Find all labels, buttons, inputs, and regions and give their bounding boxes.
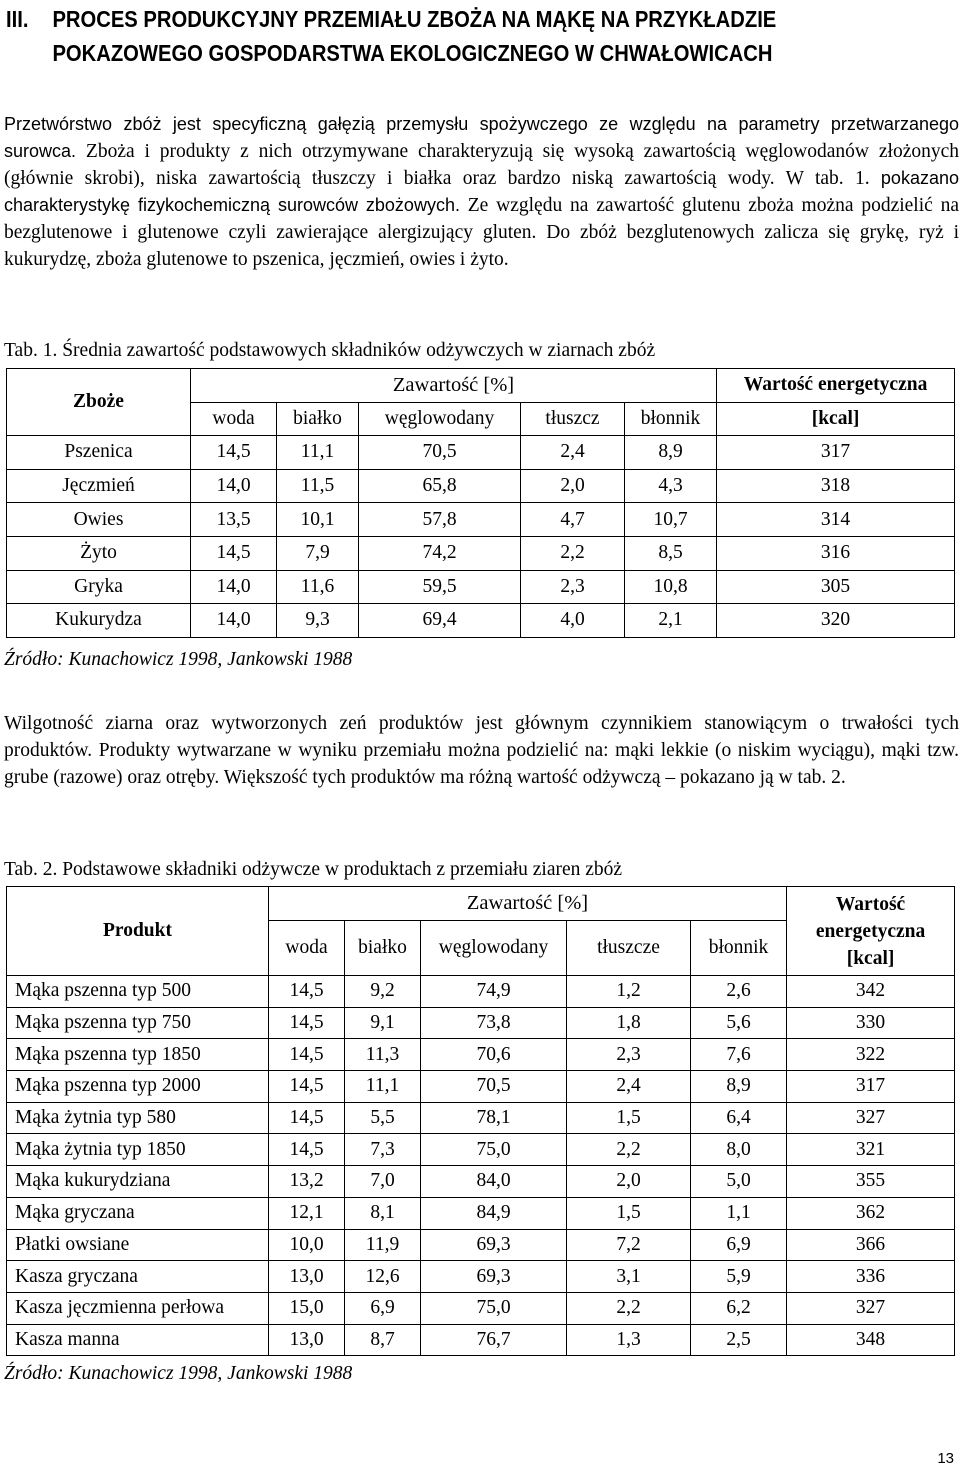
intro-sentence-2: Zboża i produkty z nich otrzymywane charakteryzują się wysoką zawartością węglowodanów złożonych (głównie skrobi), niska zawartością tłuszczy i białka oraz bardzo niską zawartością wody. W tab. 1. xyxy=(4,141,960,189)
value-cell: 317 xyxy=(717,436,955,470)
value-cell: 10,0 xyxy=(269,1229,345,1261)
table-row xyxy=(7,1166,955,1198)
value-cell: 7,0 xyxy=(345,1166,421,1198)
row-label-cell: Mąka pszenna typ 750 xyxy=(7,1007,269,1039)
table1-header-grain: Zboże xyxy=(7,369,191,436)
table1-source: Źródło: Kunachowicz 1998, Jankowski 1988 xyxy=(4,649,353,670)
table1-subheader-carbs: węglowodany xyxy=(359,402,521,436)
table1-header-energy-unit: [kcal] xyxy=(717,402,955,436)
value-cell: 10,8 xyxy=(625,570,717,604)
value-cell: 320 xyxy=(717,604,955,638)
value-cell: 2,2 xyxy=(567,1134,691,1166)
value-cell: 8,5 xyxy=(625,536,717,570)
value-cell: 14,5 xyxy=(269,1039,345,1071)
table1-subheader-water: woda xyxy=(191,402,277,436)
value-cell: 318 xyxy=(717,469,955,503)
row-label-cell: Mąka kukurydziana xyxy=(7,1166,269,1198)
row-label-cell: Jęczmień xyxy=(7,469,191,503)
table2-header-content: Zawartość [%] xyxy=(269,887,787,921)
value-cell: 13,0 xyxy=(269,1324,345,1356)
row-label-cell: Kasza manna xyxy=(7,1324,269,1356)
value-cell: 14,5 xyxy=(269,1071,345,1103)
row-label-cell: Mąka pszenna typ 1850 xyxy=(7,1039,269,1071)
value-cell: 59,5 xyxy=(359,570,521,604)
value-cell: 336 xyxy=(787,1261,955,1293)
value-cell: 70,6 xyxy=(421,1039,567,1071)
value-cell: 5,0 xyxy=(691,1166,787,1198)
table1-header-content: Zawartość [%] xyxy=(191,369,717,403)
value-cell: 1,5 xyxy=(567,1197,691,1229)
table2-source: Źródło: Kunachowicz 1998, Jankowski 1988 xyxy=(4,1363,353,1384)
intro-paragraph xyxy=(4,111,959,273)
row-label-cell: Mąka żytnia typ 1850 xyxy=(7,1134,269,1166)
heading-line-1: PROCES PRODUKCYJNY PRZEMIAŁU ZBOŻA NA MĄKĘ NA PRZYKŁADZIE xyxy=(52,6,777,32)
intro-sentence-4: Ze względu na zawartość glutenu zboża można podzielić na bezglutenowe i glutenowe czyli zawierające alergizujący gluten. xyxy=(4,195,959,243)
table2-energy-line-2: energetyczna xyxy=(815,920,926,942)
value-cell: 14,0 xyxy=(191,604,277,638)
table2-product-nutrients xyxy=(6,886,955,1356)
value-cell: 366 xyxy=(787,1229,955,1261)
value-cell: 2,5 xyxy=(691,1324,787,1356)
table2-subheader-fat: tłuszcze xyxy=(567,921,691,976)
table-row xyxy=(7,570,955,604)
table-row xyxy=(7,1039,955,1071)
value-cell: 327 xyxy=(787,1292,955,1324)
value-cell: 5,9 xyxy=(691,1261,787,1293)
value-cell: 11,9 xyxy=(345,1229,421,1261)
value-cell: 6,2 xyxy=(691,1292,787,1324)
row-label-cell: Mąka żytnia typ 580 xyxy=(7,1102,269,1134)
section-heading xyxy=(6,2,821,70)
value-cell: 316 xyxy=(717,536,955,570)
value-cell: 15,0 xyxy=(269,1292,345,1324)
intro-sentence-3: pokazano charakterystykę fizykochemiczną surowców zbożowych. xyxy=(4,168,959,215)
value-cell: 2,3 xyxy=(567,1039,691,1071)
row-label-cell: Kasza jęczmienna perłowa xyxy=(7,1292,269,1324)
value-cell: 342 xyxy=(787,976,955,1008)
value-cell: 7,6 xyxy=(691,1039,787,1071)
value-cell: 1,2 xyxy=(567,976,691,1008)
value-cell: 8,9 xyxy=(691,1071,787,1103)
value-cell: 1,3 xyxy=(567,1324,691,1356)
value-cell: 6,4 xyxy=(691,1102,787,1134)
table2-subheader-water: woda xyxy=(269,921,345,976)
value-cell: 9,1 xyxy=(345,1007,421,1039)
row-label-cell: Kukurydza xyxy=(7,604,191,638)
value-cell: 2,4 xyxy=(521,436,625,470)
value-cell: 8,7 xyxy=(345,1324,421,1356)
value-cell: 65,8 xyxy=(359,469,521,503)
value-cell: 74,9 xyxy=(421,976,567,1008)
value-cell: 70,5 xyxy=(421,1071,567,1103)
value-cell: 13,5 xyxy=(191,503,277,537)
moisture-paragraph: Wilgotność ziarna oraz wytworzonych zeń produktów jest głównym czynnikiem stanowiącym o trwałości tych produktów. Produkty wytwarzane w wyniku przemiału można podzielić na: mąki lekkie (o niskim wyciągu), mąki tzw. grube (razowe) oraz otręby. Większość tych produktów ma różną wartość odżywczą – pokazano ją w tab. 2. xyxy=(4,713,959,788)
value-cell: 78,1 xyxy=(421,1102,567,1134)
table-row xyxy=(7,976,955,1008)
row-label-cell: Żyto xyxy=(7,536,191,570)
value-cell: 1,5 xyxy=(567,1102,691,1134)
value-cell: 14,5 xyxy=(191,536,277,570)
value-cell: 76,7 xyxy=(421,1324,567,1356)
value-cell: 14,5 xyxy=(269,976,345,1008)
value-cell: 4,7 xyxy=(521,503,625,537)
value-cell: 327 xyxy=(787,1102,955,1134)
value-cell: 70,5 xyxy=(359,436,521,470)
value-cell: 317 xyxy=(787,1071,955,1103)
table-row xyxy=(7,1229,955,1261)
table-row xyxy=(7,503,955,537)
table2-subheader-protein: białko xyxy=(345,921,421,976)
table2-header-product: Produkt xyxy=(7,887,269,976)
row-label-cell: Płatki owsiane xyxy=(7,1229,269,1261)
value-cell: 8,1 xyxy=(345,1197,421,1229)
value-cell: 2,2 xyxy=(567,1292,691,1324)
value-cell: 4,3 xyxy=(625,469,717,503)
value-cell: 8,0 xyxy=(691,1134,787,1166)
value-cell: 4,0 xyxy=(521,604,625,638)
table1-header-energy: Wartość energetyczna xyxy=(717,369,955,403)
value-cell: 14,5 xyxy=(269,1007,345,1039)
value-cell: 84,9 xyxy=(421,1197,567,1229)
value-cell: 2,4 xyxy=(567,1071,691,1103)
value-cell: 3,1 xyxy=(567,1261,691,1293)
row-label-cell: Gryka xyxy=(7,570,191,604)
value-cell: 73,8 xyxy=(421,1007,567,1039)
value-cell: 12,1 xyxy=(269,1197,345,1229)
table-row xyxy=(7,1007,955,1039)
value-cell: 75,0 xyxy=(421,1134,567,1166)
table1-caption: Tab. 1. Średnia zawartość podstawowych składników odżywczych w ziarnach zbóż xyxy=(4,340,656,361)
value-cell: 2,6 xyxy=(691,976,787,1008)
table2-header-energy xyxy=(787,887,955,976)
table-row xyxy=(7,1261,955,1293)
table2-body xyxy=(7,976,955,1356)
intro-sentence-5: Do zbóż bezglutenowych zalicza się grykę, ryż i kukurydzę, zboża glutenowe to pszenica, jęczmień, owies i żyto. xyxy=(4,222,960,270)
value-cell: 11,6 xyxy=(277,570,359,604)
page-number: 13 xyxy=(937,1450,954,1467)
value-cell: 13,2 xyxy=(269,1166,345,1198)
table-row xyxy=(7,436,955,470)
value-cell: 11,3 xyxy=(345,1039,421,1071)
section-number: III. xyxy=(6,6,29,32)
table-row xyxy=(7,536,955,570)
table1-subheader-fat: tłuszcz xyxy=(521,402,625,436)
value-cell: 2,0 xyxy=(567,1166,691,1198)
heading-line-2: POKAZOWEGO GOSPODARSTWA EKOLOGICZNEGO W CHWAŁOWICACH xyxy=(52,40,773,66)
table2-subheader-fiber: błonnik xyxy=(691,921,787,976)
value-cell: 11,5 xyxy=(277,469,359,503)
value-cell: 8,9 xyxy=(625,436,717,470)
value-cell: 10,7 xyxy=(625,503,717,537)
table1-subheader-fiber: błonnik xyxy=(625,402,717,436)
table-row xyxy=(7,1197,955,1229)
value-cell: 11,1 xyxy=(277,436,359,470)
value-cell: 305 xyxy=(717,570,955,604)
table-row xyxy=(7,1071,955,1103)
value-cell: 6,9 xyxy=(345,1292,421,1324)
table-row xyxy=(7,1292,955,1324)
table-row xyxy=(7,604,955,638)
value-cell: 14,0 xyxy=(191,469,277,503)
table-row xyxy=(7,1324,955,1356)
table-row xyxy=(7,1134,955,1166)
value-cell: 7,9 xyxy=(277,536,359,570)
value-cell: 362 xyxy=(787,1197,955,1229)
value-cell: 9,3 xyxy=(277,604,359,638)
intro-sentence-1: Przetwórstwo zbóż jest specyficzną gałęzią przemysłu spożywczego ze względu na parametry przetwarzanego surowca. xyxy=(4,114,959,161)
value-cell: 9,2 xyxy=(345,976,421,1008)
value-cell: 330 xyxy=(787,1007,955,1039)
value-cell: 314 xyxy=(717,503,955,537)
value-cell: 321 xyxy=(787,1134,955,1166)
value-cell: 57,8 xyxy=(359,503,521,537)
row-label-cell: Pszenica xyxy=(7,436,191,470)
value-cell: 10,1 xyxy=(277,503,359,537)
value-cell: 5,6 xyxy=(691,1007,787,1039)
value-cell: 2,2 xyxy=(521,536,625,570)
value-cell: 355 xyxy=(787,1166,955,1198)
value-cell: 5,5 xyxy=(345,1102,421,1134)
value-cell: 14,5 xyxy=(269,1134,345,1166)
table-row xyxy=(7,469,955,503)
value-cell: 348 xyxy=(787,1324,955,1356)
value-cell: 69,3 xyxy=(421,1261,567,1293)
value-cell: 14,0 xyxy=(191,570,277,604)
table2-energy-line-1: Wartość xyxy=(835,893,906,915)
value-cell: 75,0 xyxy=(421,1292,567,1324)
value-cell: 12,6 xyxy=(345,1261,421,1293)
value-cell: 6,9 xyxy=(691,1229,787,1261)
value-cell: 74,2 xyxy=(359,536,521,570)
row-label-cell: Owies xyxy=(7,503,191,537)
row-label-cell: Mąka pszenna typ 2000 xyxy=(7,1071,269,1103)
table1-subheader-protein: białko xyxy=(277,402,359,436)
value-cell: 2,0 xyxy=(521,469,625,503)
value-cell: 2,1 xyxy=(625,604,717,638)
value-cell: 2,3 xyxy=(521,570,625,604)
value-cell: 7,2 xyxy=(567,1229,691,1261)
row-label-cell: Mąka gryczana xyxy=(7,1197,269,1229)
table1-grain-nutrients xyxy=(6,368,955,638)
value-cell: 69,3 xyxy=(421,1229,567,1261)
row-label-cell: Kasza gryczana xyxy=(7,1261,269,1293)
table1-body xyxy=(7,436,955,638)
table2-subheader-carbs: węglowodany xyxy=(421,921,567,976)
value-cell: 14,5 xyxy=(191,436,277,470)
value-cell: 1,8 xyxy=(567,1007,691,1039)
value-cell: 1,1 xyxy=(691,1197,787,1229)
value-cell: 84,0 xyxy=(421,1166,567,1198)
value-cell: 7,3 xyxy=(345,1134,421,1166)
value-cell: 11,1 xyxy=(345,1071,421,1103)
value-cell: 322 xyxy=(787,1039,955,1071)
table2-energy-line-3: [kcal] xyxy=(846,947,895,969)
table-row xyxy=(7,1102,955,1134)
table2-caption: Tab. 2. Podstawowe składniki odżywcze w produktach z przemiału ziaren zbóż xyxy=(4,859,623,880)
value-cell: 14,5 xyxy=(269,1102,345,1134)
value-cell: 69,4 xyxy=(359,604,521,638)
row-label-cell: Mąka pszenna typ 500 xyxy=(7,976,269,1008)
value-cell: 13,0 xyxy=(269,1261,345,1293)
